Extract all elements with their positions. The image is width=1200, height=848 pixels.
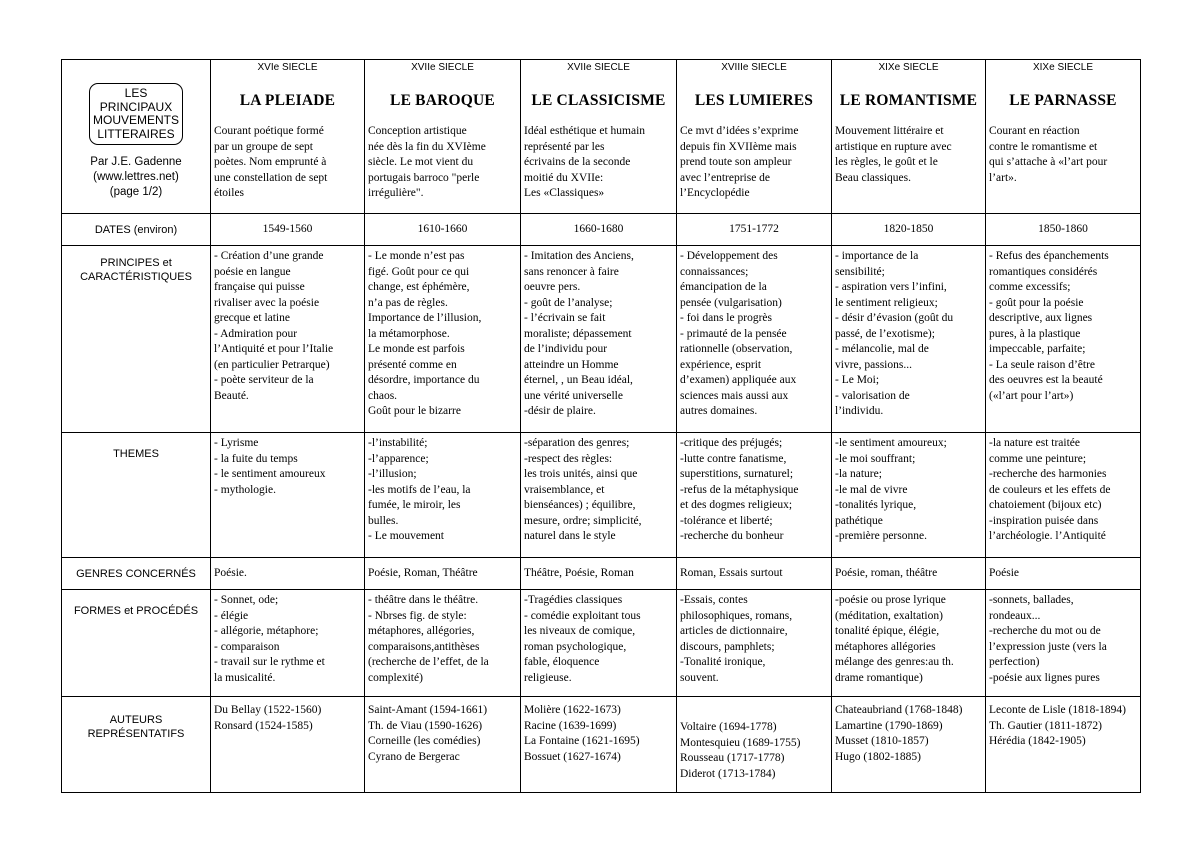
themes-cell	[365, 433, 521, 558]
header-row	[62, 60, 1141, 214]
auteurs-text: Saint-Amant (1594-1661) Th. de Viau (1590-1626) Corneille (les comédies) Cyrano de Bergerac	[368, 704, 488, 763]
themes-text: -la nature est traitée comme une peinture; -recherche des harmonies de couleurs et les effets de chatoiement (bijoux etc) -inspiration puisée dans l’archéologie. l’Antiquité	[989, 437, 1111, 542]
themes-cell	[986, 433, 1141, 558]
genres-cell: Poésie, Roman, Théâtre	[365, 558, 521, 590]
movement-description: Courant poétique formé par un groupe de sept poètes. Nom emprunté à une constellation de sept étoiles	[214, 125, 328, 199]
principes-text: - importance de la sensibilité; - aspiration vers l’infini, le sentiment religieux; - désir d’évasion (goût du passé, de l’exotisme); - mélancolie, mal de vivre, passions... - Le Moi; - valorisation de l’individu.	[835, 250, 954, 417]
document-title: LES PRINCIPAUX MOUVEMENTS LITTERAIRES	[89, 83, 183, 145]
century-label: XVIIe SIECLE	[567, 62, 630, 73]
row-label-formes: FORMES et PROCÉDÉS	[62, 590, 211, 697]
auteurs-row	[62, 697, 1141, 793]
principes-cell	[211, 246, 365, 433]
movement-description: Courant en réaction contre le romantisme et qui s’attache à «l’art pour l’art».	[989, 125, 1108, 184]
formes-text: -Essais, contes philosophiques, romans, articles de dictionnaire, discours, pamphlets; -Tonalité ironique, souvent.	[680, 594, 793, 684]
column-header-baroque	[365, 60, 521, 214]
auteurs-cell	[521, 697, 677, 793]
formes-cell	[211, 590, 365, 697]
title-cell	[62, 60, 211, 214]
principes-cell	[521, 246, 677, 433]
dates-cell: 1850-1860	[986, 214, 1141, 246]
formes-text: - théâtre dans le théâtre. - Nbrses fig. de style: métaphores, allégories, comparaisons,antithèses (recherche de l’effet, de la complexité)	[368, 594, 489, 684]
principes-cell	[832, 246, 986, 433]
dates-row	[62, 214, 1141, 246]
auteurs-cell	[677, 697, 832, 793]
auteurs-cell	[986, 697, 1141, 793]
auteurs-cell	[832, 697, 986, 793]
dates-cell: 1660-1680	[521, 214, 677, 246]
principes-text: - Le monde n’est pas figé. Goût pour ce qui change, est éphémère, n’a pas de règles. Importance de l’illusion, la métamorphose. Le monde est parfois présenté comme en désordre, importance du chaos. Goût pour le bizarre	[368, 250, 482, 417]
row-label-themes: THEMES	[62, 433, 211, 558]
formes-row	[62, 590, 1141, 697]
principes-cell	[986, 246, 1141, 433]
dates-cell: 1820-1850	[832, 214, 986, 246]
column-header-romantisme	[832, 60, 986, 214]
auteurs-text: Chateaubriand (1768-1848) Lamartine (1790-1869) Musset (1810-1857) Hugo (1802-1885)	[835, 704, 963, 763]
formes-cell	[365, 590, 521, 697]
dates-cell: 1751-1772	[677, 214, 832, 246]
century-label: XVIe SIECLE	[257, 62, 318, 73]
themes-row	[62, 433, 1141, 558]
century-label: XVIIIe SIECLE	[721, 62, 787, 73]
column-header-parnasse	[986, 60, 1141, 214]
movement-description: Mouvement littéraire et artistique en rupture avec les règles, le goût et le Beau classiques.	[835, 125, 952, 184]
column-header-pleiade	[211, 60, 365, 214]
century-label: XIXe SIECLE	[878, 62, 939, 73]
principes-cell	[365, 246, 521, 433]
genres-cell: Roman, Essais surtout	[677, 558, 832, 590]
column-header-classicisme	[521, 60, 677, 214]
movement-name: LE ROMANTISME	[839, 92, 978, 109]
principes-text: - Imitation des Anciens, sans renoncer à faire oeuvre pers. - goût de l’analyse; - l’écrivain se fait moraliste; dépassement de l’individu pour atteindre un Homme éternel, , un Beau idéal, une vérité universelle -désir de plaire.	[524, 250, 634, 417]
formes-cell	[986, 590, 1141, 697]
dates-cell: 1610-1660	[365, 214, 521, 246]
principes-text: - Développement des connaissances; émancipation de la pensée (vulgarisation) - foi dans le progrès - primauté de la pensée rationnelle (observation, expérience, esprit d’examen) appliquée aux sciences mais aussi aux autres domaines.	[680, 250, 797, 417]
auteurs-cell	[365, 697, 521, 793]
themes-cell	[211, 433, 365, 558]
principes-row	[62, 246, 1141, 433]
principes-text: - Refus des épanchements romantiques considérés comme excessifs; - goût pour la poésie descriptive, aux lignes pures, à la plastique impeccable, parfaite; - La seule raison d’être des oeuvres est la beauté («l’art pour l’art»)	[989, 250, 1109, 402]
row-label-genres: GENRES CONCERNÉS	[62, 558, 211, 590]
dates-cell: 1549-1560	[211, 214, 365, 246]
auteurs-text: Molière (1622-1673) Racine (1639-1699) La Fontaine (1621-1695) Bossuet (1627-1674)	[524, 704, 640, 763]
themes-cell	[832, 433, 986, 558]
principes-text: - Création d’une grande poésie en langue française qui puisse rivaliser avec la poésie grecque et latine - Admiration pour l’Antiquité et pour l’Italie (en particulier Petrarque) - poète serviteur de la Beauté.	[214, 250, 334, 402]
row-label-auteurs: AUTEURS REPRÉSENTATIFS	[62, 697, 211, 793]
movement-description: Ce mvt d’idées s’exprime depuis fin XVIIème mais prend toute son ampleur avec l’entreprise de l’Encyclopédie	[680, 125, 799, 199]
genres-cell: Poésie, roman, théâtre	[832, 558, 986, 590]
auteurs-text: Leconte de Lisle (1818-1894) Th. Gautier (1811-1872) Hérédia (1842-1905)	[989, 704, 1126, 747]
movement-name: LE BAROQUE	[390, 92, 495, 109]
themes-text: -critique des préjugés; -lutte contre fanatisme, superstitions, surnaturel; -refus de la métaphysique et des dogmes religieux; -tolérance et liberté; -recherche du bonheur	[680, 437, 799, 542]
genres-cell: Théâtre, Poésie, Roman	[521, 558, 677, 590]
auteurs-text: Du Bellay (1522-1560) Ronsard (1524-1585)	[214, 704, 322, 732]
themes-text: -l’instabilité; -l’apparence; -l’illusion; -les motifs de l’eau, la fumée, le miroir, les bulles. - Le mouvement	[368, 437, 471, 542]
themes-text: -le sentiment amoureux; -le moi souffrant; -la nature; -le mal de vivre -tonalités lyrique, pathétique -première personne.	[835, 437, 947, 542]
row-label-dates: DATES (environ)	[62, 214, 211, 246]
principes-cell	[677, 246, 832, 433]
formes-text: - Sonnet, ode; - élégie - allégorie, métaphore; - comparaison - travail sur le rythme et la musicalité.	[214, 594, 325, 684]
themes-text: -séparation des genres; -respect des règles: les trois unités, ainsi que vraisemblance, et bienséances) ; équilibre, mesure, ordre; simplicité, naturel dans le style	[524, 437, 642, 542]
movement-name: LE PARNASSE	[1009, 92, 1117, 109]
author-byline: Par J.E. Gadenne (www.lettres.net) (page 1/2)	[90, 156, 182, 198]
movement-name: LA PLEIADE	[239, 92, 336, 109]
themes-text: - Lyrisme - la fuite du temps - le sentiment amoureux - mythologie.	[214, 437, 326, 496]
century-label: XIXe SIECLE	[1032, 62, 1094, 73]
genres-row	[62, 558, 1141, 590]
movement-name: LES LUMIERES	[694, 92, 814, 109]
movements-table	[61, 59, 1141, 793]
genres-cell: Poésie.	[211, 558, 365, 590]
row-label-principes: PRINCIPES et CARACTÉRISTIQUES	[62, 246, 211, 433]
formes-cell	[677, 590, 832, 697]
century-label: XVIIe SIECLE	[411, 62, 474, 73]
movement-description: Conception artistique née dès la fin du XVIème siècle. Le mot vient du portugais barroco "perle irrégulière".	[368, 125, 486, 199]
formes-text: -poésie ou prose lyrique (méditation, exaltation) tonalité épique, élégie, métaphores allégories mélange des genres:au th. drame romantique)	[835, 594, 954, 684]
themes-cell	[677, 433, 832, 558]
auteurs-text: Voltaire (1694-1778) Montesquieu (1689-1755) Rousseau (1717-1778) Diderot (1713-1784)	[680, 721, 801, 780]
genres-cell: Poésie	[986, 558, 1141, 590]
formes-cell	[832, 590, 986, 697]
column-header-lumieres	[677, 60, 832, 214]
formes-text: -Tragédies classiques - comédie exploitant tous les niveaux de comique, roman psychologique, fable, éloquence religieuse.	[524, 594, 641, 684]
auteurs-cell	[211, 697, 365, 793]
themes-cell	[521, 433, 677, 558]
movement-description: Idéal esthétique et humain représenté par les écrivains de la seconde moitié du XVIIe: Les «Classiques»	[524, 125, 646, 199]
formes-text: -sonnets, ballades, rondeaux... -recherche du mot ou de l’expression juste (vers la perfection) -poésie aux lignes pures	[989, 594, 1107, 684]
movement-name: LE CLASSICISME	[531, 92, 666, 109]
formes-cell	[521, 590, 677, 697]
